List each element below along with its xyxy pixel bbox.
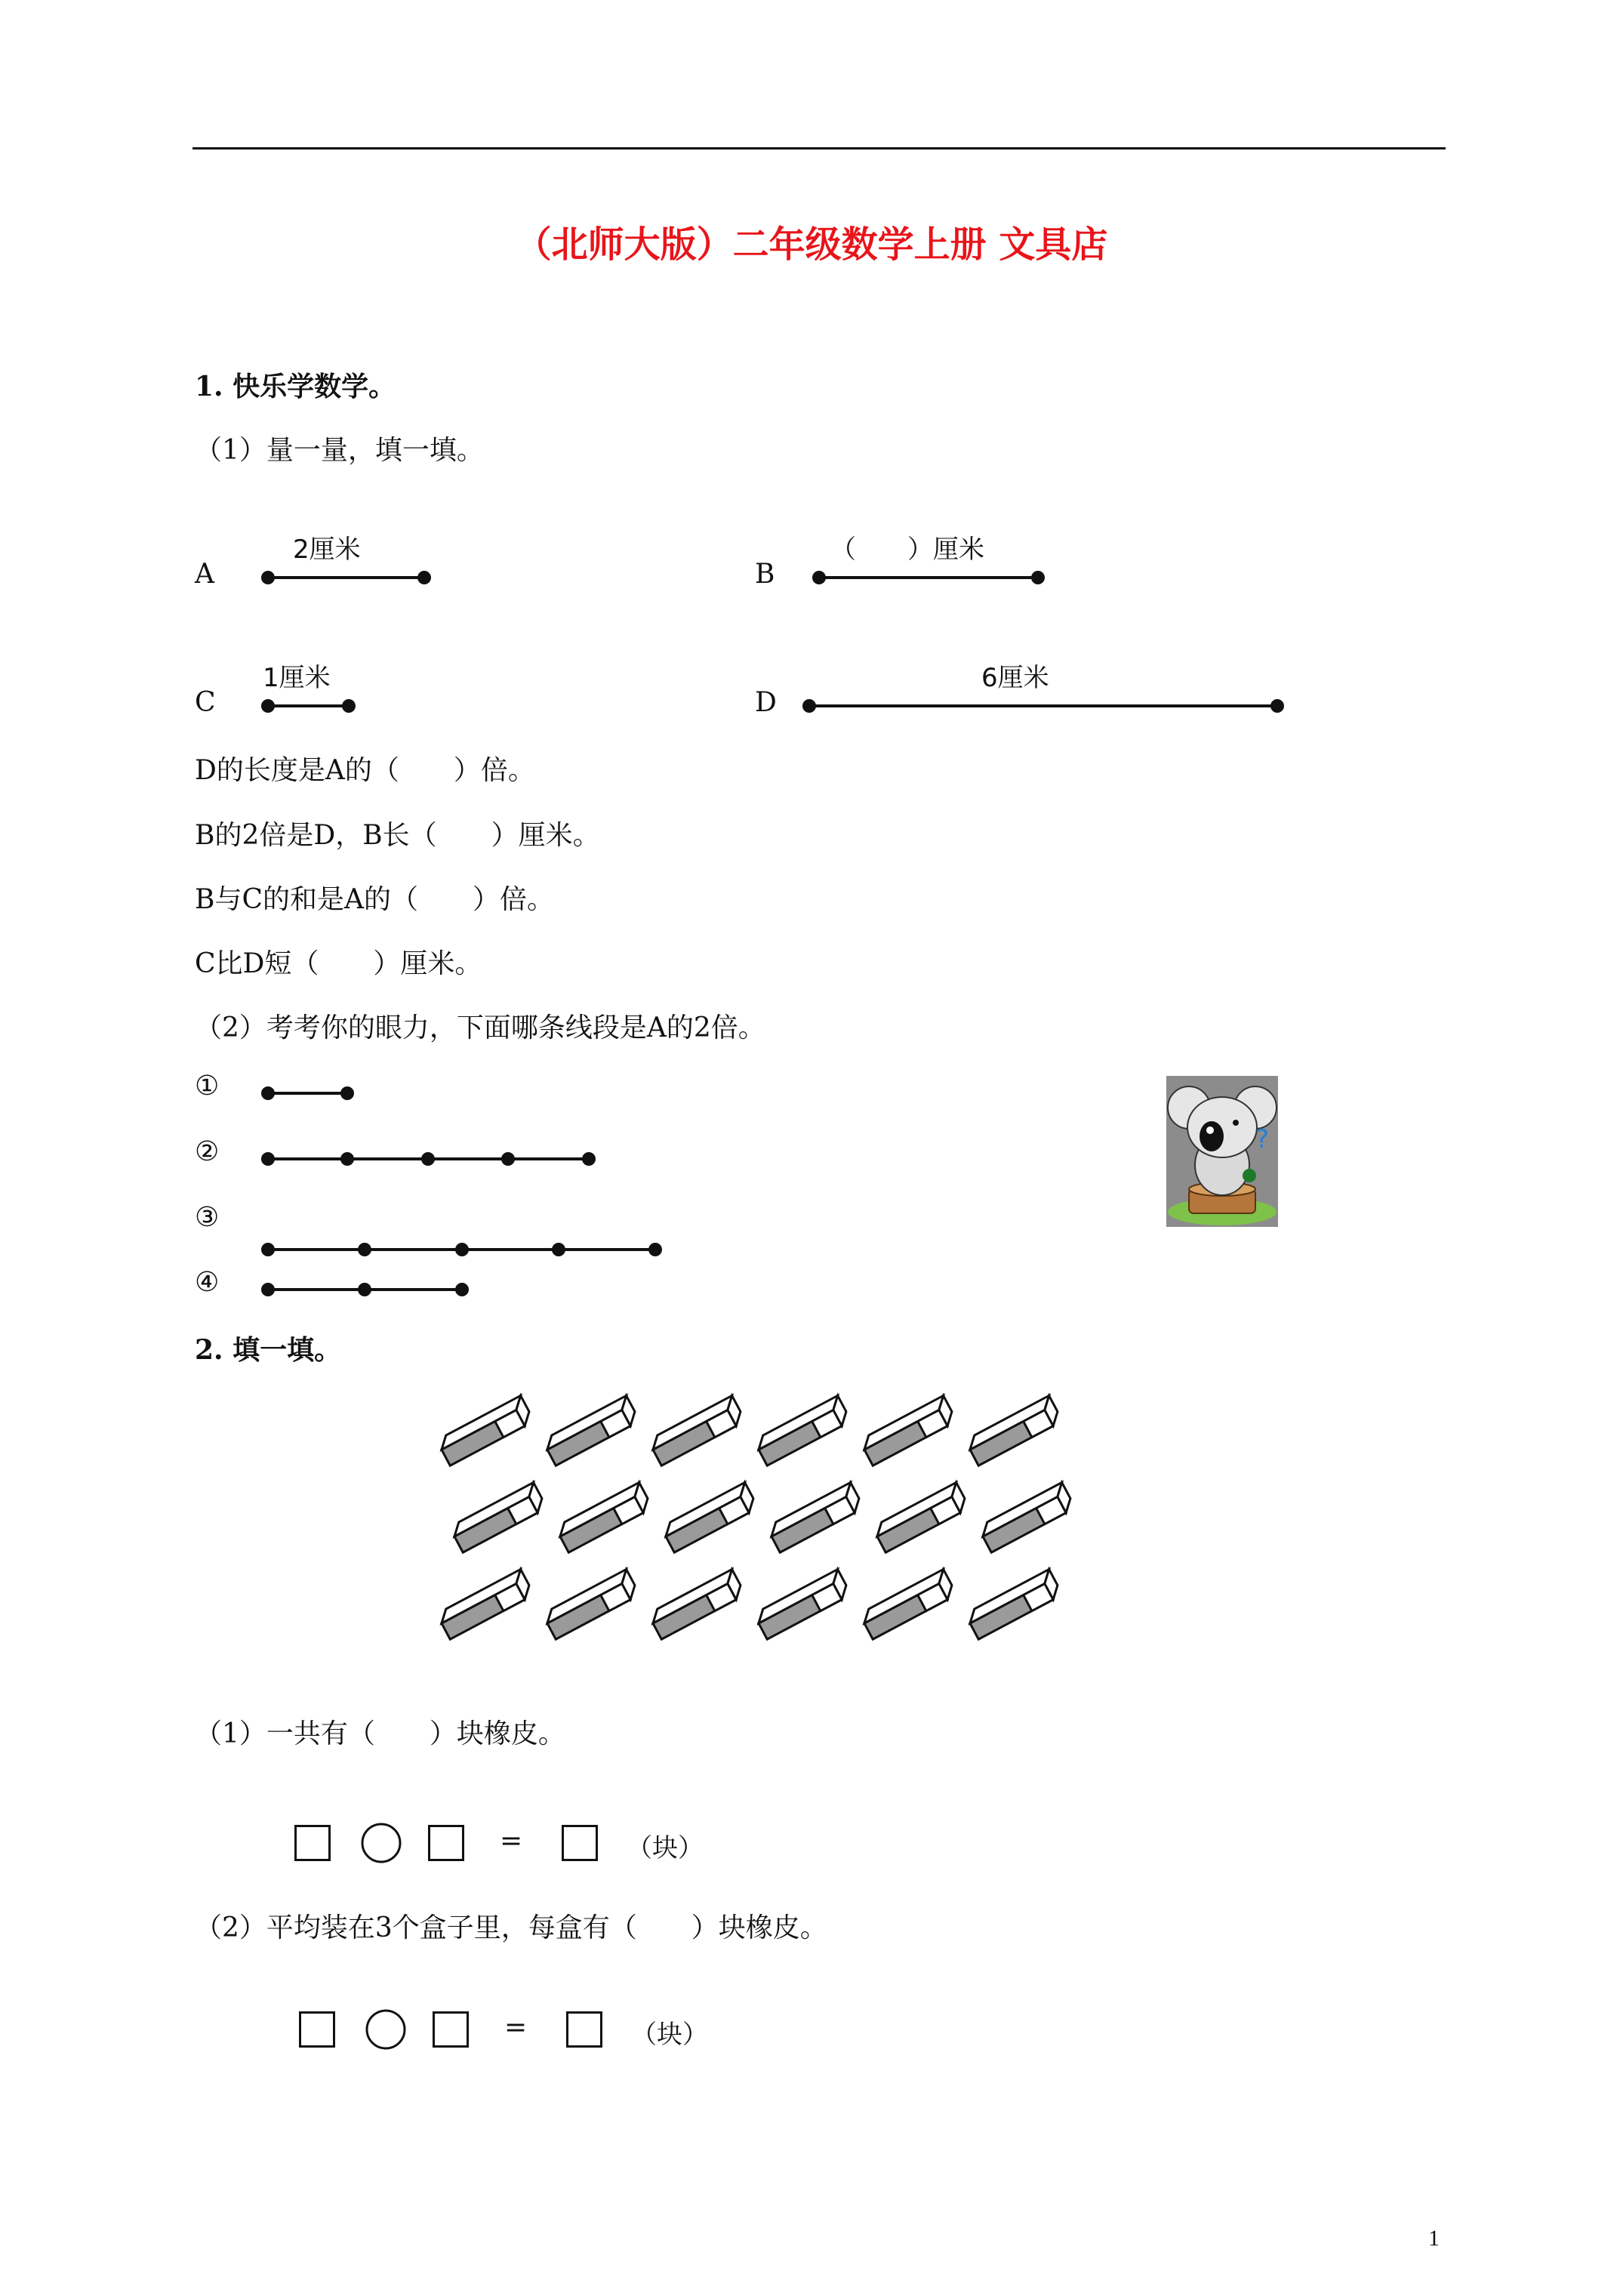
eraser — [436, 1569, 534, 1639]
eraser — [753, 1395, 851, 1465]
eraser — [978, 1482, 1075, 1552]
eraser — [648, 1569, 745, 1639]
option-2-segment — [263, 1154, 594, 1164]
eraser — [449, 1482, 547, 1552]
segment-a-label: 2厘米 — [293, 535, 361, 565]
segment-a-letter: A — [195, 559, 214, 590]
eraser — [859, 1569, 956, 1639]
eraser — [661, 1482, 758, 1552]
operator-circle-2 — [367, 2011, 405, 2048]
eraser — [753, 1569, 851, 1639]
eraser — [436, 1395, 534, 1465]
answer-box-2c[interactable] — [566, 2011, 602, 2048]
answer-box-1c[interactable] — [562, 1825, 598, 1861]
page-title: （北师大版）二年级数学上册 文具店 — [515, 223, 1108, 266]
segment-a — [263, 572, 430, 583]
segment-b-letter: B — [755, 559, 775, 590]
answer-box-1a[interactable] — [294, 1825, 331, 1861]
unit-label-2: （块） — [631, 2020, 708, 2050]
segment-c-label: 1厘米 — [263, 663, 331, 693]
segment-c — [263, 701, 354, 711]
eraser — [872, 1482, 969, 1552]
equals-sign-2: = — [504, 2012, 528, 2043]
option-3-segment — [263, 1244, 661, 1255]
unit-label-1: （块） — [627, 1833, 704, 1863]
eraser — [965, 1395, 1062, 1465]
page-number: 1 — [1428, 2226, 1440, 2251]
eraser — [965, 1569, 1062, 1639]
answer-box-1b[interactable] — [428, 1825, 464, 1861]
option-3-marker: ③ — [195, 1202, 220, 1233]
q1-part2: （2）考考你的眼力，下面哪条线段是A的2倍。 — [195, 1012, 765, 1043]
eraser — [555, 1482, 652, 1552]
q2-part1: （1）一共有（ ）块橡皮。 — [195, 1718, 565, 1749]
koala-illustration — [1166, 1076, 1278, 1227]
eraser — [859, 1395, 956, 1465]
segment-d — [804, 701, 1283, 711]
segment-c-letter: C — [195, 687, 216, 718]
fill-line-1: D的长度是A的（ ）倍。 — [195, 755, 535, 786]
q2-part2: （2）平均装在3个盒子里，每盒有（ ）块橡皮。 — [195, 1912, 827, 1943]
fill-line-4: C比D短（ ）厘米。 — [195, 948, 482, 979]
equals-sign-1: = — [500, 1826, 523, 1857]
answer-box-2b[interactable] — [433, 2011, 469, 2048]
eraser — [648, 1395, 745, 1465]
svg-text:?: ? — [1255, 1124, 1270, 1154]
eraser-picture — [436, 1395, 1075, 1639]
q2-heading: 2. 填一填。 — [195, 1334, 342, 1366]
q1-part1: （1）量一量，填一填。 — [195, 435, 484, 466]
operator-circle-1 — [362, 1824, 400, 1862]
option-4-marker: ④ — [195, 1267, 220, 1298]
q1-heading: 1. 快乐学数学。 — [195, 371, 396, 402]
segment-d-label: 6厘米 — [981, 663, 1049, 693]
option-1-segment — [263, 1088, 353, 1099]
fill-line-2: B的2倍是D，B长（ ）厘米。 — [195, 820, 600, 851]
option-2-marker: ② — [195, 1136, 220, 1167]
eraser — [766, 1482, 864, 1552]
option-1-marker: ① — [195, 1071, 220, 1102]
eraser — [542, 1395, 639, 1465]
segment-d-letter: D — [755, 687, 777, 718]
option-4-segment — [263, 1284, 467, 1295]
fill-line-3: B与C的和是A的（ ）倍。 — [195, 884, 554, 915]
segment-b — [814, 572, 1043, 583]
eraser — [542, 1569, 639, 1639]
answer-box-2a[interactable] — [299, 2011, 335, 2048]
segment-b-label: （ ）厘米 — [830, 535, 984, 565]
